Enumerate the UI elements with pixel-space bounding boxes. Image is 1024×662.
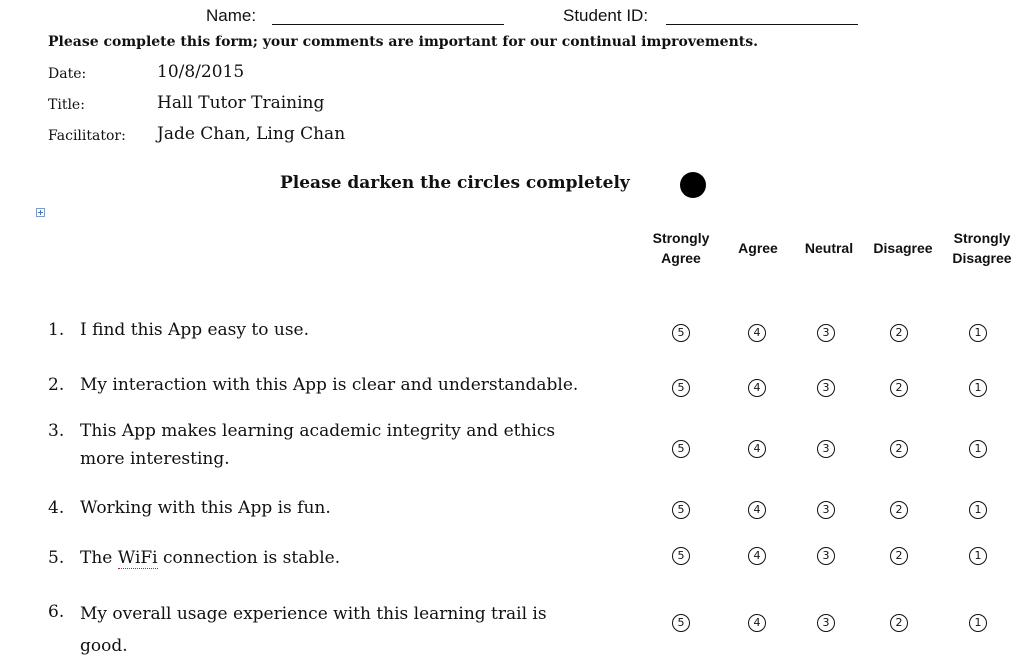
rating-circle-neutral[interactable]: 3 xyxy=(817,324,835,342)
rating-circle-neutral[interactable]: 3 xyxy=(817,501,835,519)
question-text xyxy=(80,417,650,473)
rating-circle-neutral[interactable]: 3 xyxy=(817,547,835,565)
question-number: 2. xyxy=(48,375,65,395)
question-text xyxy=(80,316,650,344)
rating-circle-disagree[interactable]: 2 xyxy=(890,614,908,632)
rating-circle-agree[interactable]: 4 xyxy=(748,379,766,397)
spellcheck-word: WiFi xyxy=(117,548,158,568)
question-text xyxy=(80,544,650,572)
col-header-disagree xyxy=(858,238,948,258)
rating-circle-strongly-disagree[interactable]: 1 xyxy=(969,440,987,458)
instruction-text: Please darken the circles completely xyxy=(280,173,630,193)
rating-circle-strongly-agree[interactable]: 5 xyxy=(672,379,690,397)
question-number: 5. xyxy=(48,548,65,568)
name-field[interactable] xyxy=(272,24,504,25)
question-line: more interesting. xyxy=(80,449,230,469)
question-text xyxy=(80,494,650,522)
rating-circle-neutral[interactable]: 3 xyxy=(817,379,835,397)
rating-circle-strongly-agree[interactable]: 5 xyxy=(672,324,690,342)
question-line: My interaction with this App is clear and understandable. xyxy=(80,375,579,395)
rating-circle-disagree[interactable]: 2 xyxy=(890,379,908,397)
question-line: I find this App easy to use. xyxy=(80,320,310,340)
rating-circle-agree[interactable]: 4 xyxy=(748,614,766,632)
rating-circle-strongly-agree[interactable]: 5 xyxy=(672,501,690,519)
rating-circle-agree[interactable]: 4 xyxy=(748,501,766,519)
rating-circle-disagree[interactable]: 2 xyxy=(890,324,908,342)
question-line: The WiFi connection is stable. xyxy=(80,548,341,568)
col-header-line: Agree xyxy=(661,250,701,266)
question-number: 3. xyxy=(48,421,65,441)
question-line: Working with this App is fun. xyxy=(80,498,331,518)
col-header-line: Agree xyxy=(738,240,778,256)
rating-circle-neutral[interactable]: 3 xyxy=(817,440,835,458)
rating-circle-strongly-disagree[interactable]: 1 xyxy=(969,501,987,519)
rating-circle-agree[interactable]: 4 xyxy=(748,324,766,342)
rating-circle-strongly-agree[interactable]: 5 xyxy=(672,440,690,458)
question-number: 6. xyxy=(48,602,65,622)
student-id-field[interactable] xyxy=(666,24,858,25)
col-header-strongly-disagree xyxy=(937,228,1024,268)
date-value: 10/8/2015 xyxy=(157,62,245,82)
rating-circle-strongly-agree[interactable]: 5 xyxy=(672,614,690,632)
date-label: Date: xyxy=(48,66,87,82)
question-line: good. xyxy=(80,636,128,656)
rating-circle-strongly-disagree[interactable]: 1 xyxy=(969,324,987,342)
question-number: 1. xyxy=(48,320,65,340)
student-id-label: Student ID: xyxy=(563,6,649,25)
question-text xyxy=(80,371,650,399)
question-line: This App makes learning academic integrity and ethics xyxy=(80,421,556,441)
question-text xyxy=(80,598,650,662)
col-header-line: Disagree xyxy=(952,250,1012,266)
col-header-line: Strongly xyxy=(652,230,710,246)
col-header-line: Strongly xyxy=(953,230,1011,246)
col-header-line: Neutral xyxy=(804,240,854,256)
rating-circle-agree[interactable]: 4 xyxy=(748,547,766,565)
rating-circle-strongly-disagree[interactable]: 1 xyxy=(969,547,987,565)
facilitator-value: Jade Chan, Ling Chan xyxy=(157,124,346,144)
title-label: Title: xyxy=(48,97,85,113)
rating-circle-disagree[interactable]: 2 xyxy=(890,501,908,519)
filled-circle-example-icon xyxy=(680,172,706,198)
title-value: Hall Tutor Training xyxy=(157,93,325,113)
col-header-line: Disagree xyxy=(873,240,933,256)
rating-circle-strongly-disagree[interactable]: 1 xyxy=(969,379,987,397)
rating-circle-neutral[interactable]: 3 xyxy=(817,614,835,632)
intro-text: Please complete this form; your comments are important for our continual improvements. xyxy=(48,34,758,50)
name-label: Name: xyxy=(206,6,257,25)
question-number: 4. xyxy=(48,498,65,518)
question-line: My overall usage experience with this learning trail is xyxy=(80,604,547,624)
rating-circle-agree[interactable]: 4 xyxy=(748,440,766,458)
table-move-handle-icon[interactable] xyxy=(36,208,45,217)
facilitator-label: Facilitator: xyxy=(48,128,126,144)
rating-circle-strongly-agree[interactable]: 5 xyxy=(672,547,690,565)
rating-circle-disagree[interactable]: 2 xyxy=(890,547,908,565)
rating-circle-strongly-disagree[interactable]: 1 xyxy=(969,614,987,632)
rating-circle-disagree[interactable]: 2 xyxy=(890,440,908,458)
